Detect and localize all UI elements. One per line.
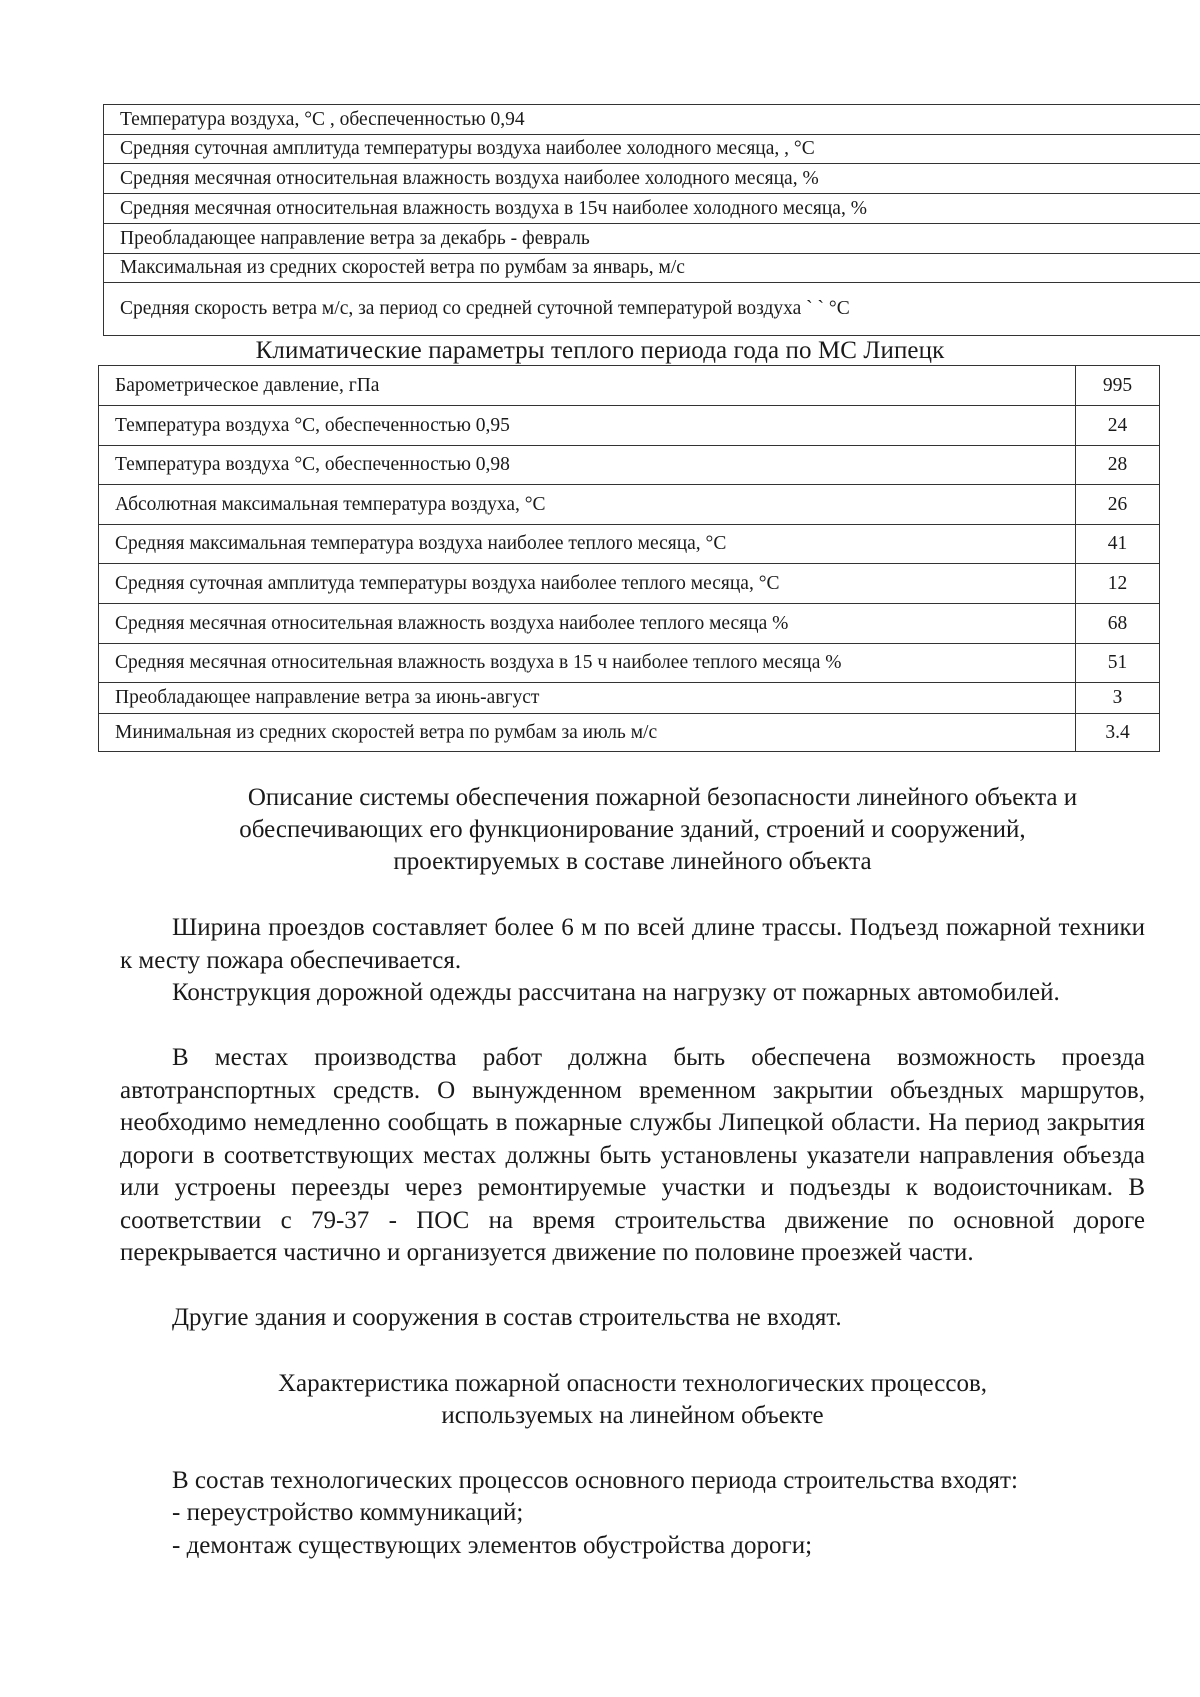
- fire-hazard-heading: [120, 1368, 1145, 1432]
- paragraph: Ширина проездов составляет более 6 м по всей длине трассы. Подъезд пожарной техники к месту пожара обеспечивается.: [120, 914, 1145, 974]
- param-value: 995: [1076, 366, 1160, 406]
- fire-safety-heading: [120, 782, 1145, 878]
- cold-row: Средняя месячная относительная влажность воздуха наиболее холодного месяца, %: [104, 164, 1200, 194]
- cold-row: Средняя месячная относительная влажность воздуха в 15ч наиболее холодного месяца, %: [104, 194, 1200, 224]
- param-value: 24: [1076, 406, 1160, 446]
- cold-row: Средняя скорость ветра м/с, за период со средней суточной температурой воздуха ` ` °С: [104, 283, 1200, 336]
- param-label: Средняя максимальная температура воздуха наиболее теплого месяца, °С: [99, 525, 1076, 564]
- param-label: Температура воздуха °С, обеспеченностью 0,95: [99, 406, 1076, 446]
- param-value: 41: [1076, 525, 1160, 564]
- paragraph: В местах производства работ должна быть обеспечена возможность проезда автотранспортных средств. О вынужденном временном закрытии объездных маршрутов, необходимо немедленно сообщать в пожарные службы Липецкой области. На период закрытия дороги в соответствующих местах должны быть установлены указатели направления объезда или устроены переезды через ремонтируемые участки и подъезды к водоисточникам. В соответствии с 79-37 - ПОС на время строительства движение по основной дороге перекрывается частично и организуется движение по половине проезжей части.: [120, 1044, 1145, 1266]
- heading-line: Характеристика пожарной опасности технологических процессов,: [277, 1370, 988, 1397]
- param-label: Средняя месячная относительная влажность воздуха в 15 ч наиболее теплого месяца %: [99, 644, 1076, 683]
- param-label: Средняя месячная относительная влажность воздуха наиболее теплого месяца %: [99, 604, 1076, 644]
- table-row: [99, 485, 1160, 525]
- param-label: Преобладающее направление ветра за июнь-август: [99, 683, 1076, 714]
- table-row: [99, 446, 1160, 485]
- table-row: [99, 714, 1160, 752]
- cold-row: Преобладающее направление ветра за декабрь - февраль: [104, 224, 1200, 254]
- param-label: Барометрическое давление, гПа: [99, 366, 1076, 406]
- list-item: - переустройство коммуникаций;: [172, 1499, 524, 1526]
- param-label: Температура воздуха °С, обеспеченностью 0,98: [99, 446, 1076, 485]
- heading-line: обеспечивающих его функционирование зданий, строений и сооружений,: [239, 816, 1026, 843]
- cold-row: Максимальная из средних скоростей ветра по румбам за январь, м/с: [104, 254, 1200, 283]
- table-row: [99, 564, 1160, 604]
- list-intro: В состав технологических процессов основного периода строительства входят:: [172, 1467, 1018, 1494]
- param-value: 26: [1076, 485, 1160, 525]
- table-row: [99, 604, 1160, 644]
- heading-line: проектируемых в составе линейного объекта: [393, 848, 872, 875]
- warm-table-title: Климатические параметры теплого периода года по МС Липецк: [255, 337, 945, 364]
- param-label: Минимальная из средних скоростей ветра по румбам за июль м/с: [99, 714, 1076, 752]
- param-value: 12: [1076, 564, 1160, 604]
- param-label: Средняя суточная амплитуда температуры воздуха наиболее теплого месяца, °С: [99, 564, 1076, 604]
- param-label: Абсолютная максимальная температура воздуха, °С: [99, 485, 1076, 525]
- paragraph: Конструкция дорожной одежды рассчитана на нагрузку от пожарных автомобилей.: [172, 979, 1060, 1006]
- table-row: [99, 406, 1160, 446]
- param-value: З: [1076, 683, 1160, 714]
- table-row: [99, 525, 1160, 564]
- heading-line: Описание системы обеспечения пожарной безопасности линейного объекта и: [247, 784, 1078, 811]
- cold-row: Средняя суточная амплитуда температуры воздуха наиболее холодного месяца, , °С: [104, 135, 1200, 164]
- heading-line: используемых на линейном объекте: [441, 1402, 824, 1429]
- table-row: [99, 366, 1160, 406]
- warm-period-table: [98, 365, 1160, 752]
- list-item: - демонтаж существующих элементов обустройства дороги;: [172, 1532, 813, 1559]
- param-value: 51: [1076, 644, 1160, 683]
- param-value: 68: [1076, 604, 1160, 644]
- param-value: 3.4: [1076, 714, 1160, 752]
- table-row: [99, 683, 1160, 714]
- paragraph: Другие здания и сооружения в состав строительства не входят.: [172, 1304, 842, 1331]
- table-row: [99, 644, 1160, 683]
- cold-period-table: [103, 104, 1200, 336]
- param-value: 28: [1076, 446, 1160, 485]
- cold-row: Температура воздуха, °С , обеспеченностью 0,94: [104, 105, 1200, 135]
